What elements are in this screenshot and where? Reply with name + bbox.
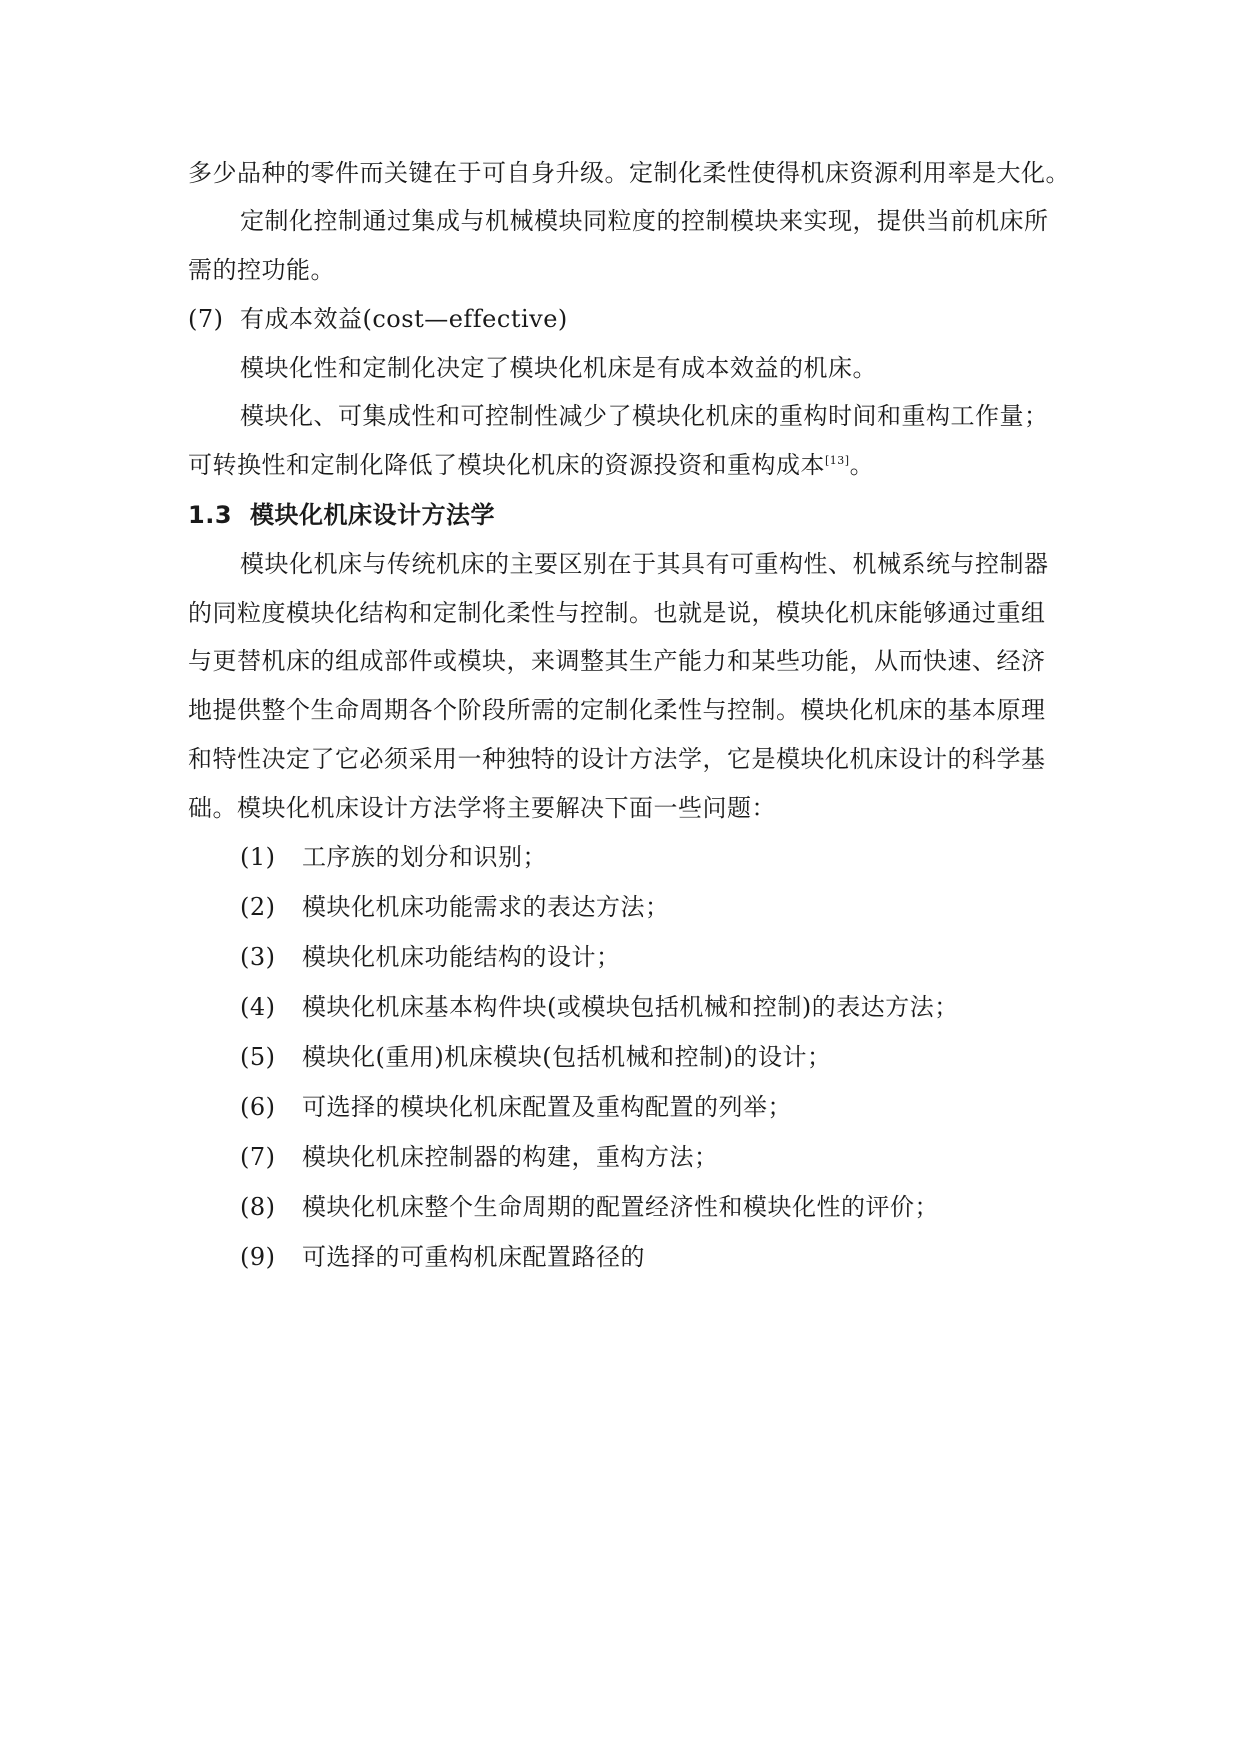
list-item-number: (7) — [240, 1143, 276, 1171]
section-heading — [188, 500, 495, 530]
list-item-number: (9) — [240, 1243, 276, 1271]
paragraph-line: 模块化机床与传统机床的主要区别在于其具有可重构性、机械系统与控制器 — [240, 550, 1049, 578]
paragraph-line: 与更替机床的组成部件或模块，来调整其生产能力和某些功能，从而快速、经济 — [188, 647, 1046, 675]
list-item-number: (1) — [240, 843, 276, 871]
paragraph-line: 地提供整个生命周期各个阶段所需的定制化柔性与控制。模块化机床的基本原理 — [188, 696, 1046, 724]
list-item-number: (8) — [240, 1193, 276, 1221]
list-item-cost-effective — [188, 304, 568, 334]
paragraph-line — [188, 450, 874, 480]
list-item — [240, 1142, 719, 1172]
list-item-text: 模块化机床控制器的构建，重构方法； — [302, 1143, 719, 1171]
list-item-text: 模块化机床功能结构的设计； — [302, 943, 621, 971]
paragraph-line: 多少品种的零件而关键在于可自身升级。定制化柔性使得机床资源利用率是大化。 — [188, 159, 1070, 187]
list-item-number: (4) — [240, 993, 276, 1021]
list-item — [240, 1092, 792, 1122]
list-item — [240, 942, 621, 972]
list-item-text: 有成本效益(cost—effective) — [240, 305, 568, 333]
list-item — [240, 892, 670, 922]
list-item-text: 模块化机床整个生命周期的配置经济性和模块化性的评价； — [302, 1193, 939, 1221]
section-title: 模块化机床设计方法学 — [250, 501, 495, 529]
paragraph-text: 。 — [849, 451, 875, 479]
paragraph-line: 础。模块化机床设计方法学将主要解决下面一些问题： — [188, 794, 776, 822]
paragraph-line: 模块化性和定制化决定了模块化机床是有成本效益的机床。 — [240, 354, 877, 382]
list-item — [240, 1042, 831, 1072]
paragraph-line: 定制化控制通过集成与机械模块同粒度的控制模块来实现，提供当前机床所 — [240, 207, 1049, 235]
list-item-number: (7) — [188, 305, 224, 333]
paragraph-line: 模块化、可集成性和可控制性减少了模块化机床的重构时间和重构工作量； — [240, 402, 1049, 430]
list-item-number: (5) — [240, 1043, 276, 1071]
paragraph-text: 可转换性和定制化降低了模块化机床的资源投资和重构成本 — [188, 451, 825, 479]
list-item — [240, 992, 959, 1022]
list-item-text: 可选择的模块化机床配置及重构配置的列举； — [302, 1093, 792, 1121]
paragraph-line: 的同粒度模块化结构和定制化柔性与控制。也就是说，模块化机床能够通过重组 — [188, 599, 1046, 627]
list-item-text: 模块化(重用)机床模块(包括机械和控制)的设计； — [302, 1043, 832, 1071]
list-item-number: (2) — [240, 893, 276, 921]
paragraph-line: 需的控功能。 — [188, 256, 335, 284]
list-item-number: (6) — [240, 1093, 276, 1121]
list-item — [240, 1242, 645, 1272]
list-item — [240, 1192, 939, 1222]
section-number: 1.3 — [188, 501, 233, 529]
paragraph-line: 和特性决定了它必须采用一种独特的设计方法学，它是模块化机床设计的科学基 — [188, 745, 1046, 773]
list-item-text: 可选择的可重构机床配置路径的 — [302, 1243, 645, 1271]
list-item-text: 模块化机床基本构件块(或模块包括机械和控制)的表达方法； — [302, 993, 959, 1021]
list-item-number: (3) — [240, 943, 276, 971]
list-item — [240, 842, 547, 872]
citation-reference: [13] — [825, 454, 850, 467]
list-item-text: 模块化机床功能需求的表达方法； — [302, 893, 670, 921]
list-item-text: 工序族的划分和识别； — [302, 843, 547, 871]
